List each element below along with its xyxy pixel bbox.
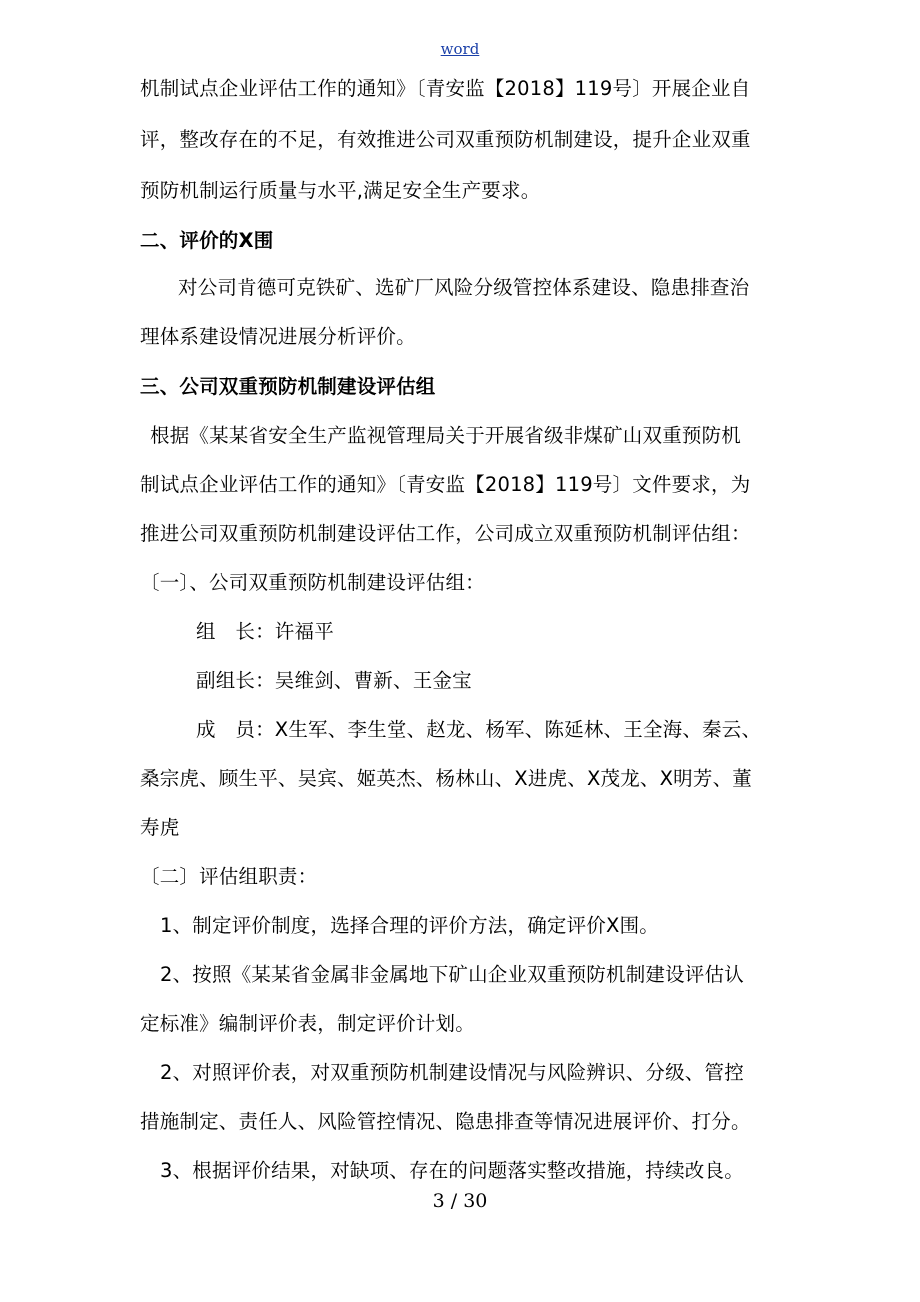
team-members: 寿虎 xyxy=(140,816,180,839)
team-members: 桑宗虎、顾生平、吴宾、姬英杰、杨林山、X进虎、X茂龙、X明芳、董 xyxy=(140,767,752,790)
subsection-heading-team: 〔一〕、公司双重预防机制建设评估组： xyxy=(140,571,485,594)
team-leader: 组 长：许福平 xyxy=(196,620,334,643)
page-number: 3 / 30 xyxy=(432,1190,488,1212)
duty-item: 2、按照《某某省金属非金属地下矿山企业双重预防机制建设评估认 xyxy=(160,963,744,986)
duty-item: 定标准》编制评价表，制定评价计划。 xyxy=(140,1012,475,1035)
team-members: 成 员：X生军、李生堂、赵龙、杨军、陈延林、王全海、秦云、 xyxy=(196,718,762,741)
paragraph-line: 机制试点企业评估工作的通知》〔青安监【2018】119号〕开展企业自 xyxy=(140,77,751,100)
duty-item: 措施制定、责任人、风险管控情况、隐患排查等情况进展评价、打分。 xyxy=(140,1110,751,1133)
duty-item: 3、根据评价结果，对缺项、存在的问题落实整改措施，持续改良。 xyxy=(160,1159,744,1182)
team-deputy: 副组长：吴维剑、曹新、王金宝 xyxy=(196,669,472,692)
paragraph-line: 预防机制运行质量与水平,满足安全生产要求。 xyxy=(140,179,541,202)
section-heading-scope: 二、评价的X围 xyxy=(140,229,274,252)
section-heading-team: 三、公司双重预防机制建设评估组 xyxy=(140,375,436,398)
paragraph-line: 评，整改存在的不足，有效推进公司双重预防机制建设，提升企业双重 xyxy=(140,128,751,151)
paragraph-line: 推进公司双重预防机制建设评估工作，公司成立双重预防机制评估组： xyxy=(140,522,751,545)
paragraph-line: 制试点企业评估工作的通知》〔青安监【2018】119号〕文件要求，为 xyxy=(140,473,751,496)
paragraph-line: 对公司肯德可克铁矿、选矿厂风险分级管控体系建设、隐患排查治 xyxy=(178,276,750,299)
paragraph-line: 根据《某某省安全生产监视管理局关于开展省级非煤矿山双重预防机 xyxy=(150,424,742,447)
paragraph-line: 理体系建设情况进展分析评价。 xyxy=(140,325,416,348)
header-word-link[interactable]: word xyxy=(440,40,480,58)
duty-item: 2、对照评价表，对双重预防机制建设情况与风险辨识、分级、管控 xyxy=(160,1061,744,1084)
duty-item: 1、制定评价制度，选择合理的评价方法，确定评价X围。 xyxy=(160,914,659,937)
subsection-heading-duties: 〔二〕评估组职责： xyxy=(140,865,318,888)
